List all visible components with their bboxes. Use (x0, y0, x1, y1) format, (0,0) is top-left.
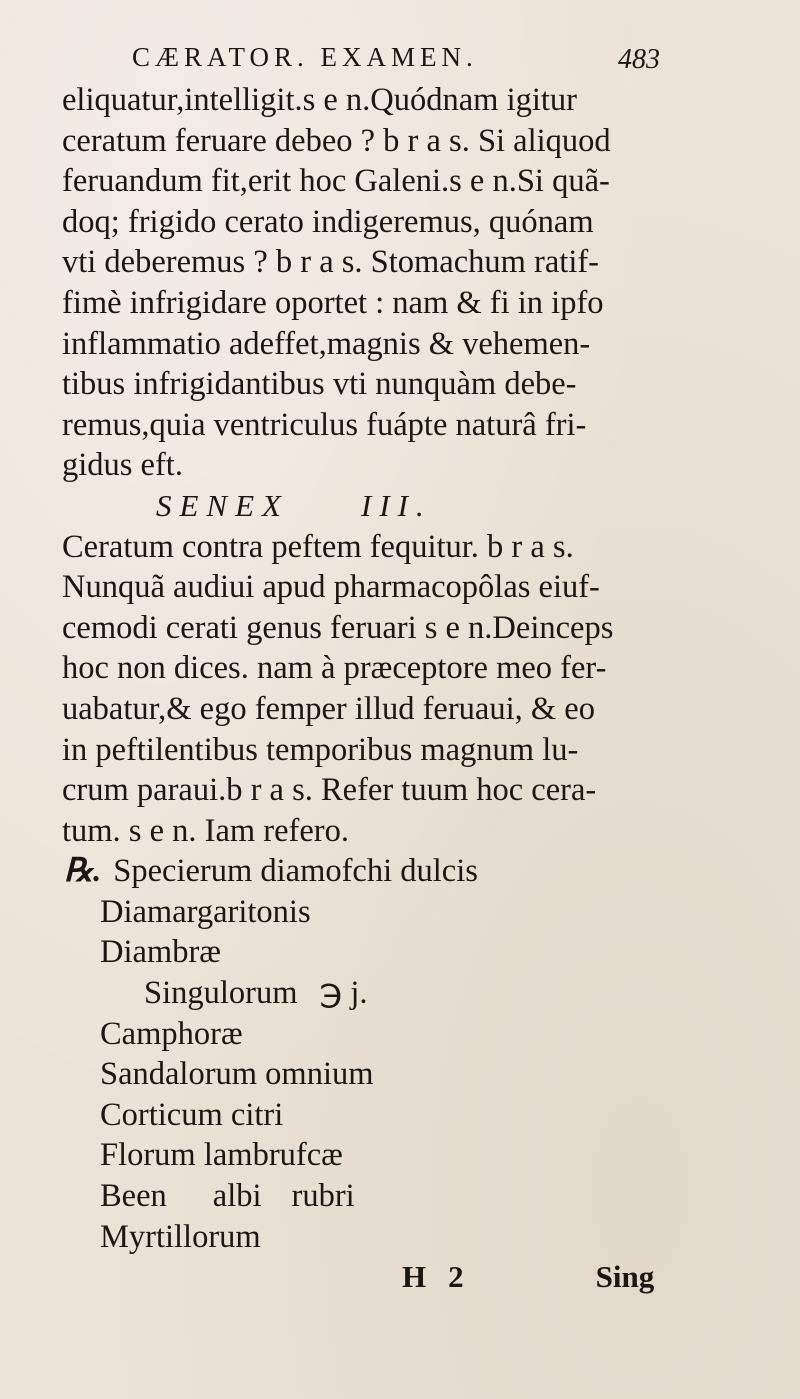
catchword: Sing (595, 1259, 655, 1295)
text-line: feruandum fit,erit hoc Galeni.s e n.Si quã- (62, 163, 610, 200)
heading-numeral: III. (361, 487, 432, 523)
recipe-item: Florum lambrufcæ (100, 1137, 343, 1174)
recipe-item-variant: albi (212, 1178, 262, 1215)
recipe-item (62, 1176, 792, 1217)
text-line: ceratum feruare debeo ? b r a s. Si aliquod (62, 122, 611, 159)
running-head-title: CÆRATOR. EXAMEN. (132, 42, 478, 72)
text-line: fimè infrigidare oportet : nam & fi in ipfo (62, 284, 604, 321)
recipe-item: Myrtillorum (100, 1218, 261, 1255)
recipe-quantity (62, 973, 792, 1014)
signature-mark: H (402, 1259, 427, 1295)
recipe-item-variant: rubri (291, 1178, 355, 1215)
text-line: hoc non dices. nam à præceptore meo fer- (62, 650, 607, 687)
text-line: tibus infrigidantibus vti nunquàm debe- (62, 366, 577, 403)
recipe-quantity-label: Singulorum (144, 975, 298, 1012)
recipe-list (62, 851, 792, 1257)
heading-speaker: SENEX (156, 487, 289, 523)
page-footer (62, 1257, 792, 1298)
text-line: cemodi cerati genus feruari s e n.Deinceps (62, 609, 614, 646)
recipe-item: Diamargaritonis (100, 893, 311, 930)
recipe-item: Camphoræ (100, 1015, 243, 1052)
text-line: vti deberemus ? b r a s. Stomachum ratif- (62, 244, 599, 281)
running-head (132, 36, 772, 80)
text-line: tum. s e n. Iam refero. (62, 812, 349, 849)
text-line: uabatur,& ego femper illud feruaui, & eo (62, 690, 595, 727)
recipe-item-label: Specierum diamofchi dulcis (113, 853, 478, 890)
signature-number: 2 (448, 1259, 464, 1295)
recipe-symbol: ℞. (64, 853, 102, 890)
text-line: in peftilentibus temporibus magnum lu- (62, 731, 579, 768)
recipe-item: Corticum citri (100, 1096, 284, 1133)
text-line: Ceratum contra peftem fequitur. b r a s. (62, 528, 574, 565)
recipe-quantity-amount: ℈ j. (319, 975, 368, 1012)
text-line: gidus eft. (62, 447, 183, 484)
text-line: doq; frigido cerato indigeremus, quónam (62, 203, 594, 240)
text-line: remus,quia ventriculus fuápte naturâ fri- (62, 406, 587, 443)
section-heading (62, 486, 792, 527)
text-line: inflammatio adeffet,magnis & vehemen- (62, 325, 591, 362)
text-line: eliquatur,intelligit.s e n.Quódnam igitur (62, 82, 578, 118)
body-text (62, 80, 792, 1298)
text-line: Nunquã audiui apud pharmacopôlas eiuf- (62, 569, 600, 606)
recipe-item (62, 851, 792, 892)
recipe-item: Diambræ (100, 934, 221, 971)
recipe-item-label: Been (100, 1178, 167, 1215)
text-line: crum paraui.b r a s. Refer tuum hoc cera- (62, 772, 597, 809)
page-number: 483 (618, 44, 660, 75)
recipe-item: Sandalorum omnium (100, 1056, 374, 1093)
